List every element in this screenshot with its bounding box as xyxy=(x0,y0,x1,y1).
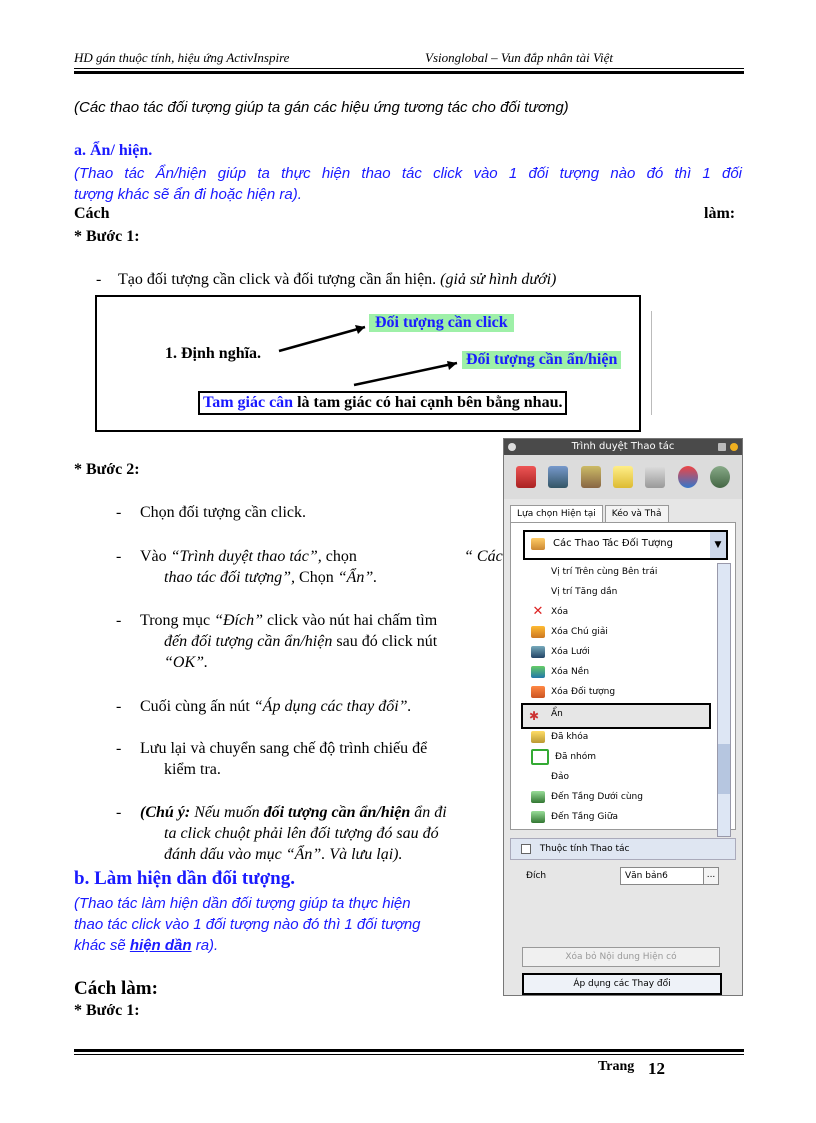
object-browser-icon[interactable] xyxy=(581,466,601,488)
grid-icon xyxy=(531,646,545,658)
voting-browser-icon[interactable] xyxy=(710,466,730,488)
footer-rule xyxy=(74,1054,744,1055)
action-browser-panel xyxy=(503,438,743,996)
l3c: ra). xyxy=(195,937,219,954)
step2-b4 xyxy=(140,698,412,716)
step2-b2-line2 xyxy=(164,569,377,587)
action-item[interactable]: Đảo xyxy=(551,772,569,782)
hide-icon: ✱ xyxy=(529,709,540,723)
section-b-title: b. Làm hiện dần đối tượng. xyxy=(74,868,295,889)
background-icon xyxy=(531,666,545,678)
note-a: (Chú ý: xyxy=(140,804,191,821)
category-value: Các Thao Tác Đối Tượng xyxy=(553,538,673,549)
step1-bullet-text: Tạo đối tượng cần click và đối tượng cần ẩn hiện. xyxy=(118,271,437,288)
arrow-hide xyxy=(354,363,457,385)
footer-label: Trang xyxy=(598,1059,635,1074)
target-label: Đích xyxy=(526,871,547,881)
b3b: “Đích” xyxy=(214,612,263,629)
note-c: đối tượng cần ẩn/hiện xyxy=(263,804,411,821)
browse-dots-button[interactable]: ... xyxy=(703,867,719,885)
b2e: thao tác đối tượng”, xyxy=(164,569,296,586)
action-item[interactable]: Vị trí Tăng dần xyxy=(551,587,618,597)
b2d: “ Các xyxy=(464,548,503,565)
action-properties-header[interactable] xyxy=(510,838,736,860)
clear-existing-button[interactable]: Xóa bỏ Nội dung Hiện có xyxy=(522,947,720,967)
header-left: HD gán thuộc tính, hiệu ứng ActivInspire xyxy=(74,50,290,65)
section-b-howto: Cách làm: xyxy=(74,978,158,999)
action-browser-icon[interactable] xyxy=(678,466,698,488)
step2-note-line3: đánh dấu vào mục “Ẩn”. Và lưu lại). xyxy=(164,846,403,863)
panel-close-icon[interactable] xyxy=(508,443,516,451)
intro-text: (Các thao tác đối tượng giúp ta gán các hiệu ứng tương tác cho đối tương) xyxy=(74,99,569,116)
b3f: “OK”. xyxy=(164,654,209,671)
page-number: 12 xyxy=(648,1059,665,1078)
target-field[interactable]: Văn bản6 xyxy=(620,867,704,885)
apply-changes-button[interactable]: Áp dụng các Thay đổi xyxy=(522,973,722,995)
action-item-delete[interactable]: ✕ Xóa xyxy=(532,603,569,619)
step1-bullet-dash: - xyxy=(96,271,102,288)
action-item[interactable]: Đã khóa xyxy=(531,728,588,747)
b3c: click vào nút hai chấm tìm xyxy=(267,612,438,629)
example-figure xyxy=(95,295,641,432)
step1-title: * Bước 1: xyxy=(74,228,140,245)
chevron-down-icon[interactable]: ▼ xyxy=(710,532,726,558)
definition-sentence xyxy=(198,391,567,415)
props-title: Thuộc tính Thao tác xyxy=(539,844,630,854)
delete-x-icon: ✕ xyxy=(532,603,544,619)
section-b-step1: * Bước 1: xyxy=(74,1002,140,1019)
b4b: “Áp dụng các thay đổi”. xyxy=(253,698,412,715)
step2-b2-line1 xyxy=(140,548,357,566)
section-a-desc-line2: tượng khác sẽ ẩn đi hoặc hiện ra). xyxy=(74,186,302,203)
hide-label: Ẩn xyxy=(551,709,563,719)
label-hide: Đối tượng cần ẩn/hiện xyxy=(462,351,621,369)
section-b-l3 xyxy=(74,935,421,956)
b2g: “Ẩn”. xyxy=(337,569,378,586)
section-b-l2: thao tác click vào 1 đối tượng nào đó thì 1 đối tượng xyxy=(74,916,421,933)
header-right: Vsionglobal – Vun đắp nhân tài Việt xyxy=(425,50,614,65)
action-item[interactable]: Đến Tầng Dưới cùng xyxy=(531,788,643,807)
action-item-hide-selected[interactable] xyxy=(521,703,711,729)
pen-icon xyxy=(531,626,545,638)
panel-menu-icon[interactable] xyxy=(718,443,726,451)
panel-title: Trình duyệt Thao tác xyxy=(571,441,675,452)
panel-tabs xyxy=(504,499,742,522)
tab-drag-drop[interactable]: Kéo và Thả xyxy=(605,505,669,522)
browser-toolbar xyxy=(504,455,742,499)
note-b: Nếu muốn xyxy=(194,804,260,821)
collapse-icon xyxy=(521,844,531,854)
step2-b5-line1: Lưu lại và chuyển sang chế độ trình chiếu để xyxy=(140,740,428,757)
figure-divider xyxy=(651,311,652,415)
notes-browser-icon[interactable] xyxy=(613,466,633,488)
page-browser-icon[interactable] xyxy=(516,466,536,488)
b3d: đến đối tượng cần ẩn/hiện xyxy=(164,633,333,650)
b2b: “Trình duyệt thao tác”, xyxy=(170,548,322,565)
action-item[interactable]: Xóa Đối tượng xyxy=(531,683,615,702)
layer-middle-icon xyxy=(531,811,545,823)
b2f: Chọn xyxy=(299,569,334,586)
definition-term: Tam giác cân xyxy=(203,394,294,411)
group-icon xyxy=(531,749,549,765)
action-category-select[interactable] xyxy=(523,530,728,560)
action-item[interactable]: Đã nhóm xyxy=(531,748,596,767)
step2-b5-line2: kiểm tra. xyxy=(164,761,221,778)
step2-b1: Chọn đối tượng cần click. xyxy=(140,504,306,521)
b3a: Trong mục xyxy=(140,612,211,629)
header-rule xyxy=(74,68,744,69)
step2-title: * Bước 2: xyxy=(74,461,140,478)
action-item[interactable]: Đến Tầng Giữa xyxy=(531,808,618,827)
lock-icon xyxy=(531,731,545,743)
l3b: hiện dần xyxy=(129,937,192,954)
l3a: khác sẽ xyxy=(74,937,126,954)
section-a-desc-line1: (Thao tác Ẩn/hiện giúp ta thực hiện thao tác click vào 1 đối tượng nào đó thì 1 đối xyxy=(74,165,742,182)
arrow-click xyxy=(279,327,365,351)
header-rule-thick xyxy=(74,71,744,74)
label-click: Đối tượng cần click xyxy=(369,314,514,332)
howto-left: Cách xyxy=(74,205,110,222)
shapes-icon xyxy=(531,686,545,698)
footer-rule-thick xyxy=(74,1049,744,1052)
section-b-l1: (Thao tác làm hiện dần đối tượng giúp ta thực hiện xyxy=(74,895,411,912)
section-a-desc xyxy=(74,163,742,205)
b4a: Cuối cùng ấn nút xyxy=(140,698,250,715)
tab-current-selection[interactable]: Lựa chọn Hiện tại xyxy=(510,505,603,522)
action-list-area xyxy=(510,522,736,830)
resource-browser-icon[interactable] xyxy=(548,466,568,488)
list-scrollbar[interactable] xyxy=(717,563,731,837)
b3e: sau đó click nút xyxy=(336,633,438,650)
step2-b3-line1 xyxy=(140,612,437,630)
layer-bottom-icon xyxy=(531,791,545,803)
action-item[interactable]: Xóa Nền xyxy=(531,663,589,682)
step1-bullet-note: (giả sử hình dưới) xyxy=(440,271,557,288)
step2-note-line2: ta click chuột phải lên đối tượng đó sau đó xyxy=(164,825,439,842)
note-d: ẩn đi xyxy=(414,804,447,821)
section-b-desc xyxy=(74,893,421,956)
section-a-title: a. Ẩn/ hiện. xyxy=(74,142,153,159)
action-item[interactable]: Xóa Chú giải xyxy=(531,623,608,642)
definition-rest: là tam giác có hai cạnh bên bằng nhau. xyxy=(297,394,563,411)
step2-note-line1 xyxy=(140,804,447,822)
b2c: chọn xyxy=(325,548,357,565)
panel-titlebar xyxy=(504,439,742,455)
panel-pin-icon[interactable] xyxy=(730,443,738,451)
action-item[interactable]: Xóa Lưới xyxy=(531,643,590,662)
scrollbar-thumb[interactable] xyxy=(718,744,730,794)
step1-bullet xyxy=(118,271,556,289)
action-item[interactable]: Vị trí Trên cùng Bên trái xyxy=(551,567,658,577)
b2a: Vào xyxy=(140,548,167,565)
howto-right: làm: xyxy=(704,205,736,222)
property-browser-icon[interactable] xyxy=(645,466,665,488)
category-icon xyxy=(531,538,545,550)
step2-b3-line2 xyxy=(164,633,437,651)
definition-text: 1. Định nghĩa. xyxy=(165,345,262,362)
